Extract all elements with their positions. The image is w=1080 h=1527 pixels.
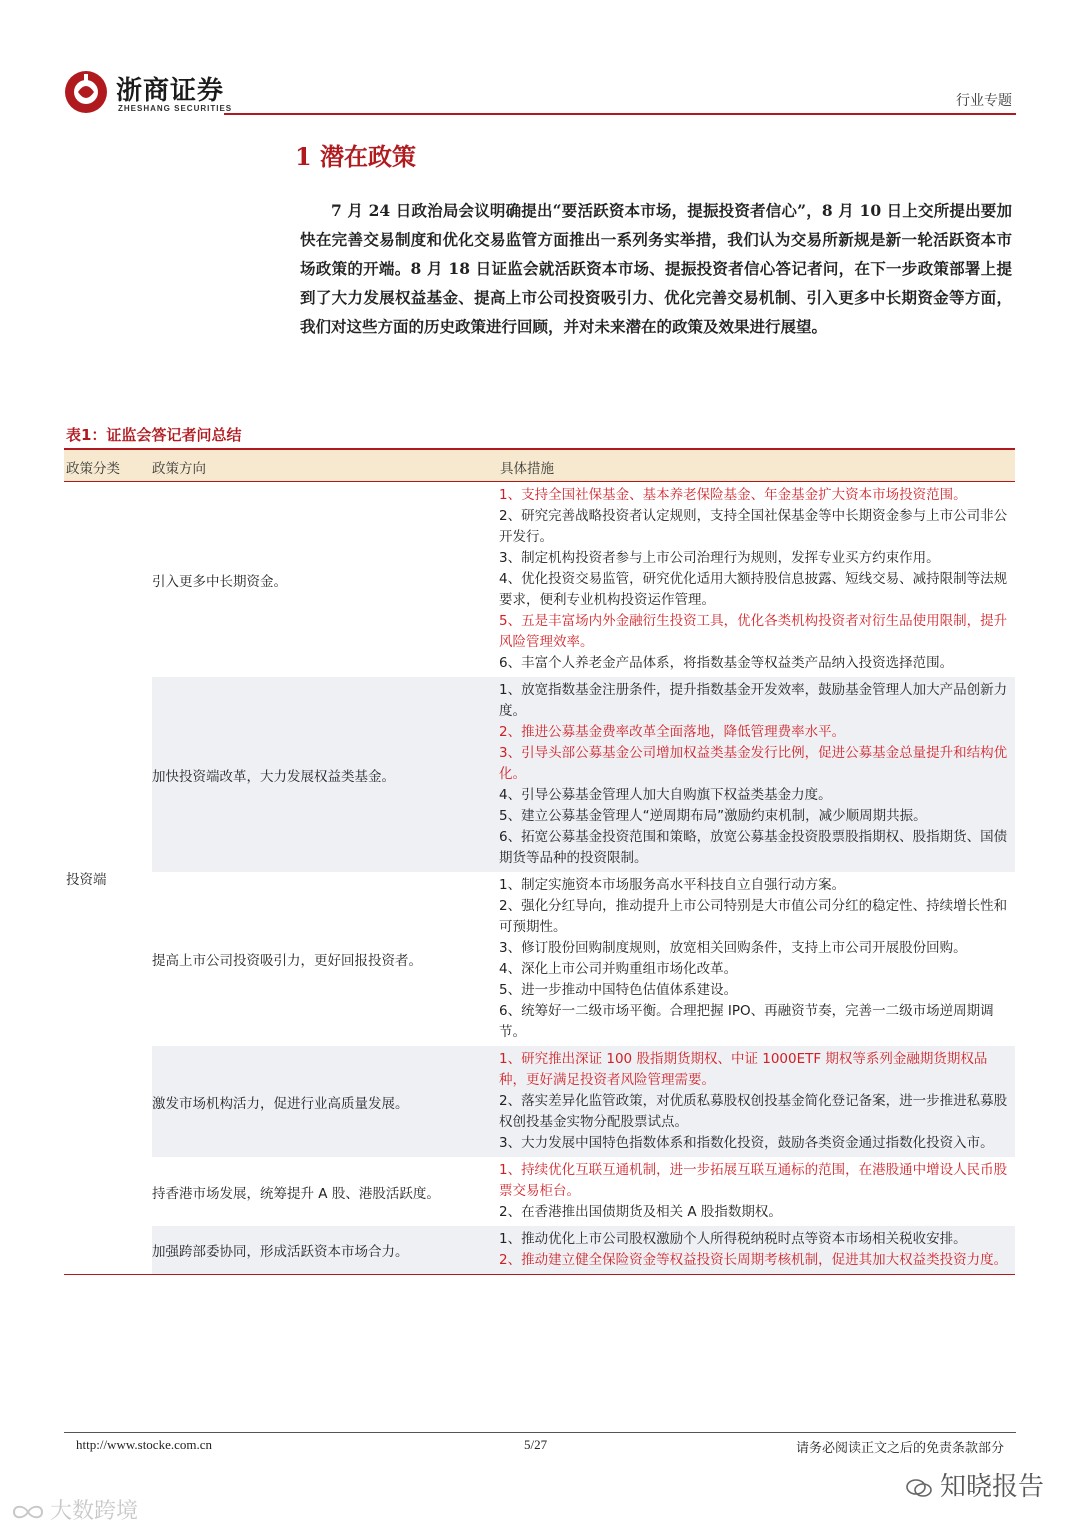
footer-url[interactable]: http://www.stocke.com.cn: [76, 1437, 212, 1452]
table-header: [64, 448, 1015, 482]
direction-label: 加强跨部委协同，形成活跃资本市场合力。: [152, 1244, 409, 1260]
measures-cell: [499, 482, 1015, 677]
brand-name-en: ZHESHANG SECURITIES: [118, 104, 233, 113]
measures-cell: [499, 1046, 1015, 1157]
direction-label: 引入更多中长期资金。: [152, 573, 287, 590]
direction-label: 提高上市公司投资吸引力，更好回报投资者。: [152, 953, 422, 969]
measure-item: 1、支持全国社保基金、基本养老保险基金、年金基金扩大资本市场投资范围。: [499, 487, 967, 503]
measure-item: 2、在香港推出国债期货及相关 A 股指数期权。: [499, 1204, 782, 1220]
intro-text: 7 月 24 日政治局会议明确提出“要活跃资本市场，提振投资者信心”，8 月 10 日上交所提出要加快在完善交易制度和优化交易监管方面推出一系列务实举措，我们认为交易所新规是新一轮活跃资本市场政策的开端。8 月 18 日证监会就活跃资本市场、提振投资者信心答记者问，在下一步政策部署上提到了大力发展权益基金、提高上市公司投资吸引力、优化完善交易机制、引入更多中长期资金等方面，我们对这些方面的历史政策进行回顾，并对未来潜在的政策及效果进行展望。: [300, 201, 1012, 336]
measure-item: 2、落实差异化监管政策，对优质私募股权创投基金简化登记备案，进一步推进私募股权创投基金实物分配股票试点。: [499, 1093, 1008, 1130]
measure-item: 4、优化投资交易监管，研究优化适用大额持股信息披露、短线交易、减持限制等法规要求，便利专业机构投资运作管理。: [499, 571, 1008, 608]
footer-divider: [64, 1432, 1016, 1433]
measure-item: 3、制定机构投资者参与上市公司治理行为规则，发挥专业买方约束作用。: [499, 550, 940, 566]
measure-item: 6、统筹好一二级市场平衡。合理把握 IPO、再融资节奏，完善一二级市场逆周期调节。: [499, 1003, 994, 1040]
section-title: 1 潜在政策: [295, 142, 417, 171]
measures-cell: [499, 1157, 1015, 1226]
measures-cell: [499, 1226, 1015, 1274]
measure-item: 5、五是丰富场内外金融衍生投资工具，优化各类机构投资者对衍生品使用限制，提升风险管理效率。: [499, 613, 1008, 650]
measures-cell: [499, 677, 1015, 872]
table-body: [64, 482, 1015, 1275]
direction-cell: [152, 677, 499, 872]
measure-item: 5、进一步推动中国特色估值体系建设。: [499, 982, 738, 998]
watermark-dashu: [10, 1494, 138, 1525]
measure-item: 6、拓宽公募基金投资范围和策略，放宽公募基金投资股票股指期权、股指期货、国债期货等品种的投资限制。: [499, 829, 1008, 866]
intro-paragraph: [300, 196, 1012, 341]
measure-item: 3、修订股份回购制度规则，放宽相关回购条件，支持上市公司开展股份回购。: [499, 940, 967, 956]
direction-cell: [152, 872, 499, 1046]
page-number: 5/27: [524, 1437, 548, 1452]
direction-label: 激发市场机构活力，促进行业高质量发展。: [152, 1095, 409, 1112]
category-cell: [64, 482, 152, 1274]
table-row: [152, 872, 1015, 1046]
measure-item: 4、深化上市公司并购重组市场化改革。: [499, 961, 738, 977]
table-row: [152, 1046, 1015, 1157]
header-divider: [224, 113, 1016, 115]
category-label: 投资端: [66, 872, 107, 888]
page-header: [64, 62, 1016, 118]
measure-item: 1、放宽指数基金注册条件，提升指数基金开发效率，鼓励基金管理人加大产品创新力度。: [499, 682, 1008, 719]
header-category: 政策分类: [66, 461, 120, 477]
measure-item: 1、研究推出深证 100 股指期货期权、中证 1000ETF 期权等系列金融期货期权品种，更好满足投资者风险管理需要。: [499, 1051, 988, 1088]
measure-item: 2、研究完善战略投资者认定规则，支持全国社保基金等中长期资金参与上市公司非公开发行。: [499, 508, 1008, 545]
watermark-right-text: 知晓报告: [939, 1472, 1044, 1502]
table-row: [152, 1157, 1015, 1226]
measure-item: 6、丰富个人养老金产品体系，将指数基金等权益类产品纳入投资选择范围。: [499, 655, 954, 671]
report-type-tag: 行业专题: [956, 93, 1012, 109]
measures-cell: [499, 872, 1015, 1046]
measure-item: 1、制定实施资本市场服务高水平科技自立自强行动方案。: [499, 877, 846, 893]
direction-label: 加快投资端改革，大力发展权益类基金。: [152, 768, 395, 785]
measure-item: 5、建立公募基金管理人“逆周期布局”激励约束机制，减少顺周期共振。: [499, 808, 927, 824]
measure-item: 3、大力发展中国特色指数体系和指数化投资，鼓励各类资金通过指数化投资入市。: [499, 1135, 994, 1151]
header-measures: 具体措施: [500, 461, 554, 477]
wechat-icon: [906, 1478, 932, 1498]
zheshang-logo-icon: [64, 70, 108, 114]
measure-item: 1、推动优化上市公司股权激励个人所得税纳税时点等资本市场相关税收安排。: [499, 1231, 967, 1247]
measure-item: 2、推进公募基金费率改革全面落地，降低管理费率水平。: [499, 724, 846, 740]
watermark-left-text: 大数跨境: [50, 1499, 139, 1524]
header-direction: 政策方向: [152, 461, 206, 477]
table-row: [152, 482, 1015, 677]
infinity-icon: [10, 1503, 46, 1521]
measure-item: 1、持续优化互联互通机制，进一步拓展互联互通标的范围，在港股通中增设人民币股票交易柜台。: [499, 1162, 1008, 1199]
direction-cell: [152, 1226, 499, 1274]
direction-cell: [152, 1046, 499, 1157]
direction-cell: [152, 482, 499, 677]
table-row: [152, 1226, 1015, 1274]
direction-cell: [152, 1157, 499, 1226]
brand-name: 浙商证券: [116, 76, 225, 106]
disclaimer-note: 请务必阅读正文之后的免责条款部分: [795, 1441, 1004, 1456]
measure-item: 3、引导头部公募基金公司增加权益类基金发行比例，促进公募基金总量提升和结构优化。: [499, 745, 1008, 782]
watermark-zhixiao: [906, 1466, 1044, 1503]
measure-item: 2、推动建立健全保险资金等权益投资长周期考核机制，促进其加大权益类投资力度。: [499, 1252, 1008, 1268]
policy-table: [64, 448, 1015, 1275]
measure-item: 4、引导公募基金管理人加大自购旗下权益类基金力度。: [499, 787, 832, 803]
table-caption: 表1：证监会答记者问总结: [66, 426, 242, 444]
measure-item: 2、强化分红导向，推动提升上市公司特别是大市值公司分红的稳定性、持续增长性和可预期性。: [499, 898, 1008, 935]
table-row: [152, 677, 1015, 872]
direction-label: 持香港市场发展，统筹提升 A 股、港股活跃度。: [152, 1185, 440, 1202]
